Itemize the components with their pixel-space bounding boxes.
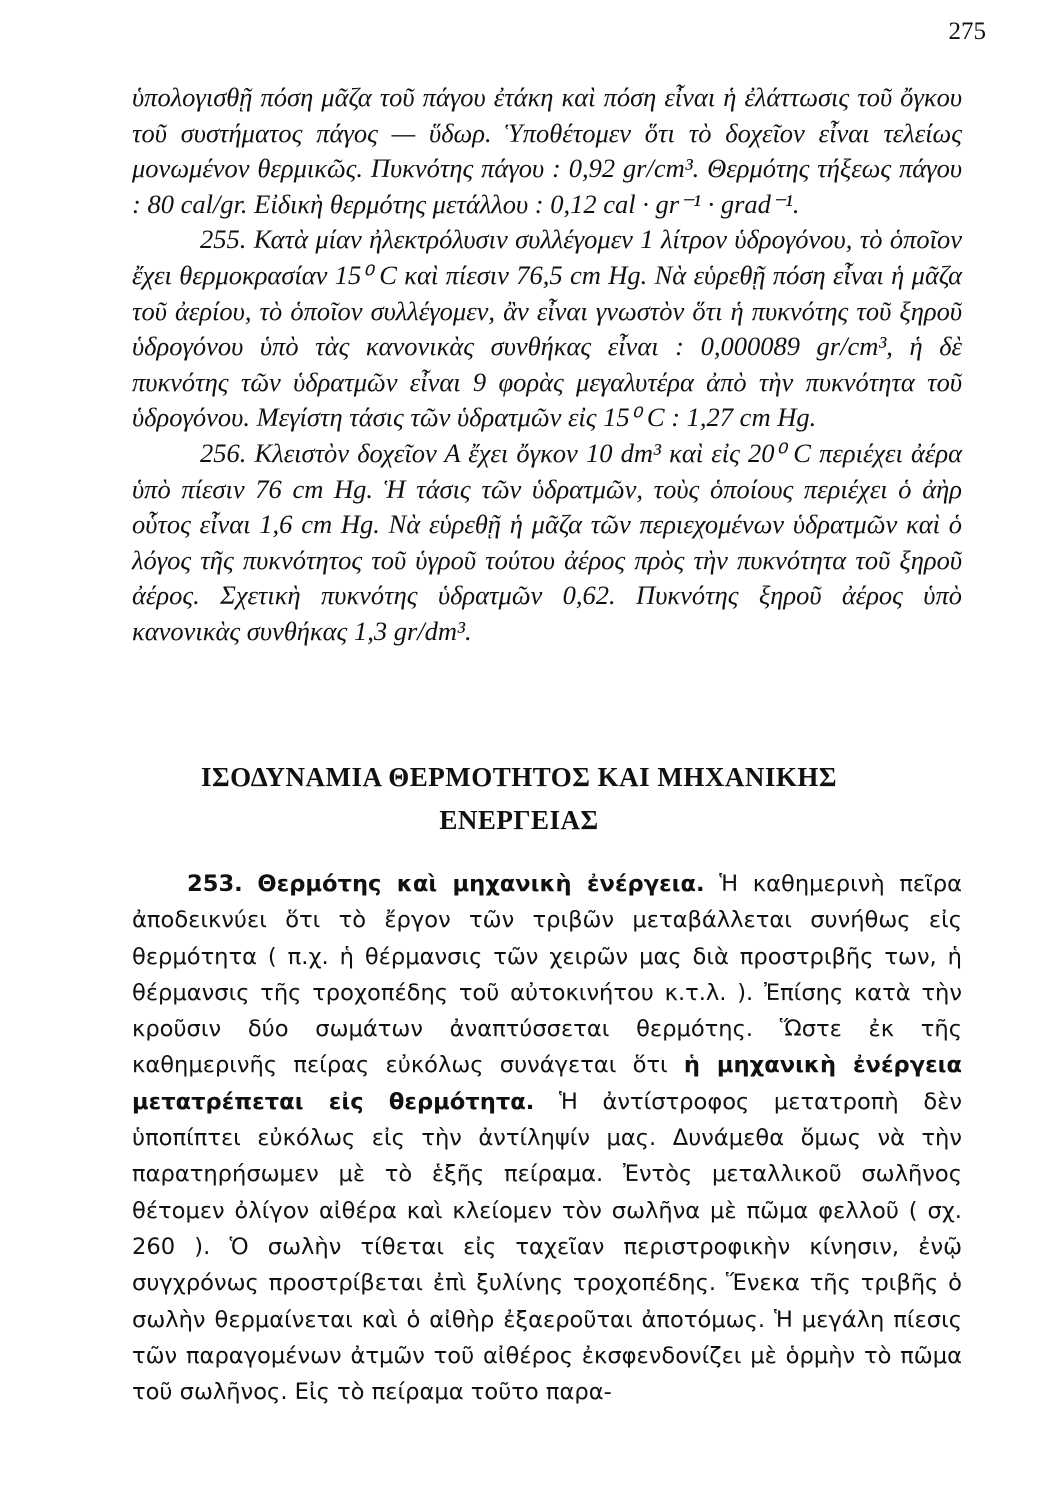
section-text-a: Ἡ καθημερινὴ πεῖρα ἀποδεικνύει ὅτι τὸ ἔργον τῶν τριβῶν μεταβάλλεται συνήθως εἰς θερμότητα ( π.χ. ἡ θέρμανσις τῶν χειρῶν μας διὰ προστριβῆς των, ἡ θέρμανσις τῆς τροχοπέδης τοῦ αὐτοκινήτου κ.τ.λ. ). Ἐπίσης κατὰ τὴν κροῦσιν δύο σωμάτων ἀναπτύσσεται θερμότης. Ὥστε ἐκ τῆς καθημερινῆς πείρας εὐκόλως συνάγεται ὅτι xyxy=(132,871,963,1079)
chapter-title-line-2: ΕΝΕΡΓΕΙΑΣ xyxy=(439,805,599,835)
section-text-b: Ἡ ἀντίστροφος μετατροπὴ δὲν ὑποπίπτει εὐκόλως εἰς τὴν ἀντίληψίν μας. Δυνάμεθα ὅμως νὰ τὴν παρατηρήσωμεν μὲ τὸ ἑξῆς πείραμα. Ἐντὸς μεταλλικοῦ σωλῆνος θέτομεν ὀλίγον αἰθέρα καὶ κλείομεν τὸν σωλῆνα μὲ πῶμα φελλοῦ ( σχ. 260 ). Ὁ σωλὴν τίθεται εἰς ταχεῖαν περιστροφικὴν κίνησιν, ἐνῷ συγχρόνως προστρίβεται ἐπὶ ξυλίνης τροχοπέδης. Ἕνεκα τῆς τριβῆς ὁ σωλὴν θερμαίνεται καὶ ὁ αἰθὴρ ἐξαεροῦται ἀποτόμως. Ἡ μεγάλη πίεσις τῶν παραγομένων ἀτμῶν τοῦ αἰθέρος ἐκσφενδονίζει μὲ ὁρμὴν τὸ πῶμα τοῦ σωλῆνος. Εἰς τὸ πείραμα τοῦτο παρα- xyxy=(132,1088,962,1406)
problem-256: 256. Κλειστὸν δοχεῖον Α ἔχει ὄγκον 10 dm³ καὶ εἰς 20⁰ C περιέχει ἀέρα ὑπὸ πίεσιν 76 cm Hg. Ἡ τάσις τῶν ὑδρατμῶν, τοὺς ὁποίους περιέχει ὁ ἀὴρ οὗτος εἶναι 1,6 cm Hg. Νὰ εὑρεθῇ ἡ μᾶζα τῶν περιεχομένων ὑδρατμῶν καὶ ὁ λόγος τῆς πυκνότητος τοῦ ὑγροῦ τούτου ἀέρος πρὸς τὴν πυκνότητα τοῦ ξηροῦ ἀέρος. Σχετικὴ πυκνότης ὑδρατμῶν 0,62. Πυκνότης ξηροῦ ἀέρος ὑπὸ κανονικὰς συνθήκας 1,3 gr/dm³. xyxy=(132,437,962,646)
chapter-title-line-1: ΙΣΟΔΥΝΑΜΙΑ ΘΕΡΜΟΤΗΤΟΣ ΚΑΙ ΜΗΧΑΝΙΚΗΣ xyxy=(200,762,838,792)
page-number: 275 xyxy=(948,18,986,45)
section-paragraph xyxy=(132,866,962,1410)
section-emphasis: ἡ μηχανικὴ ἐνέργεια μετατρέπεται εἰς θερμότητα. xyxy=(132,1052,962,1115)
section-number: 253. xyxy=(187,871,243,897)
problem-continuation: ὑπολογισθῇ πόση μᾶζα τοῦ πάγου ἐτάκη καὶ πόση εἶναι ἡ ἐλάττωσις τοῦ ὄγκου τοῦ συστήματος πάγος — ὕδωρ. Ὑποθέτομεν ὅτι τὸ δοχεῖον εἶναι τελείως μονωμένον θερμικῶς. Πυκνότης πάγου : 0,92 gr/cm³. Θερμότης τήξεως πάγου : 80 cal/gr. Εἰδικὴ θερμότης μετάλλου : 0,12 cal · gr⁻¹ · grad⁻¹. xyxy=(132,82,962,219)
problem-255: 255. Κατὰ μίαν ἠλεκτρόλυσιν συλλέγομεν 1 λίτρον ὑδρογόνου, τὸ ὁποῖον ἔχει θερμοκρασίαν 15⁰ C καὶ πίεσιν 76,5 cm Hg. Νὰ εὑρεθῇ πόση εἶναι ἡ μᾶζα τοῦ ἀερίου, τὸ ὁποῖον συλλέγομεν, ἂν εἶναι γνωστὸν ὅτι ἡ πυκνότης τοῦ ξηροῦ ὑδρογόνου ὑπὸ τὰς κανονικὰς συνθήκας εἶναι : 0,000089 gr/cm³, ἡ δὲ πυκνότης τῶν ὑδρατμῶν εἶναι 9 φορὰς μεγαλυτέρα ἀπὸ τὴν πυκνότητα τοῦ ὑδρογόνου. Μεγίστη τάσις τῶν ὑδρατμῶν εἰς 15⁰ C : 1,27 cm Hg. xyxy=(132,224,962,433)
section-253-body xyxy=(132,866,962,1410)
problems-block xyxy=(132,80,962,650)
section-title: Θερμότης καὶ μηχανικὴ ἐνέργεια. xyxy=(257,871,705,897)
